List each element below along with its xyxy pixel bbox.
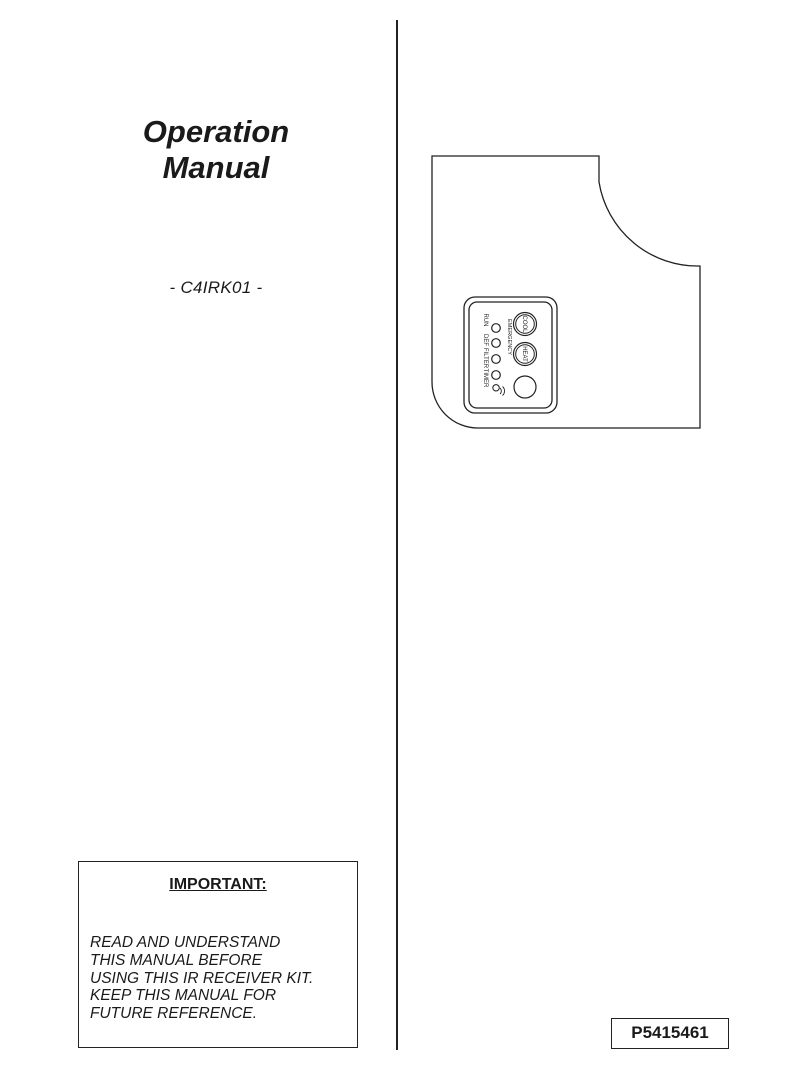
important-body <box>90 934 358 1023</box>
important-line: THIS MANUAL BEFORE <box>90 951 262 969</box>
important-line: USING THIS IR RECEIVER KIT. <box>90 969 314 987</box>
important-notice-box <box>78 861 358 1048</box>
model-number: - C4IRK01 - <box>169 278 263 297</box>
cool-label: COOL <box>521 315 527 333</box>
filter-led-icon <box>492 355 501 364</box>
title-line-2: Manual <box>162 150 270 185</box>
ir-receiver-illustration <box>430 154 702 430</box>
ir-receiver-drawing <box>430 154 702 430</box>
part-number-box: P5415461 <box>611 1018 729 1049</box>
timer-label: TIMER <box>482 368 488 388</box>
def-label: DEF <box>482 334 488 346</box>
heat-label: HEAT <box>521 346 527 362</box>
emergency-label: EMERGENCY <box>506 318 512 356</box>
ir-sensor-window <box>514 376 536 398</box>
important-line: READ AND UNDERSTAND <box>90 934 281 951</box>
timer-led-icon <box>492 371 501 380</box>
run-label: RUN <box>482 313 488 327</box>
signal-receiver-icon <box>493 385 505 396</box>
important-line: KEEP THIS MANUAL FOR <box>90 987 277 1005</box>
column-divider <box>396 20 398 1050</box>
page-title <box>96 114 336 186</box>
important-heading: IMPORTANT: <box>169 876 267 893</box>
title-line-1: Operation <box>142 114 290 149</box>
run-led-icon <box>492 324 501 333</box>
def-led-icon <box>492 339 501 348</box>
filter-label: FILTER <box>482 347 488 369</box>
housing-outline <box>432 156 700 428</box>
important-line: FUTURE REFERENCE. <box>90 1005 258 1023</box>
